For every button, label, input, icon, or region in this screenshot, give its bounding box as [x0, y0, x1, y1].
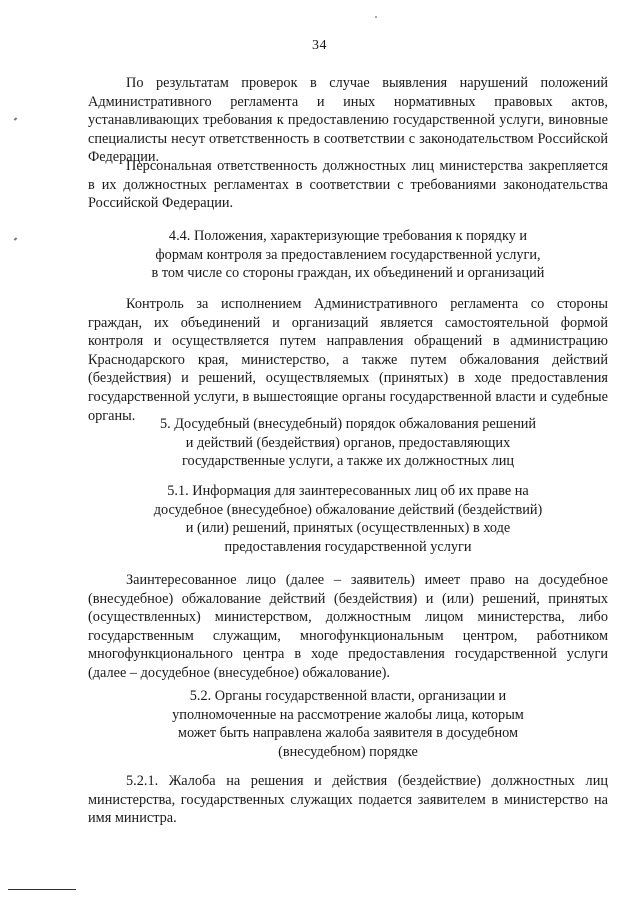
heading-line: 5.1. Информация для заинтересованных лиц об их праве на — [167, 483, 529, 499]
paragraph-personal-responsibility: Персональная ответственность должностных лиц министерства закрепляется в их должностных регламентах в соответствии с требованиями законодательства Российской Федерации. — [88, 158, 608, 212]
heading-line: 5.2. Органы государственной власти, организации и — [189, 688, 507, 704]
page-number: 34 — [312, 38, 327, 53]
footnote-rule — [8, 889, 76, 890]
heading-line: 4.4. Положения, характеризующие требования к порядку и — [168, 228, 528, 244]
scan-mark — [14, 237, 18, 240]
paragraph-appeal-right: Заинтересованное лицо (далее – заявитель) имеет право на досудебное (внесудебное) обжалование действий (бездействия) и (или) решений, принятых (осуществленных) министерством, должностным лицом министерства, либо государственным служащим, многофункциональным центром, работником многофункционального центра в ходе предоставления государственной услуги (далее – досудебное (внесудебное) обжалование). — [88, 572, 608, 681]
heading-line: досудебное (внесудебное) обжалование действий (бездействий) — [153, 501, 543, 518]
heading-line: государственные услуги, а также их должностных лиц — [181, 453, 515, 470]
heading-line: может быть направлена жалоба заявителя в досудебном — [177, 725, 519, 742]
paragraph-complaint-submission: 5.2.1. Жалоба на решения и действия (бездействие) должностных лиц министерства, государственных служащих подается заявителем в министерство на имя министра. — [88, 773, 608, 827]
heading-line: (внесудебном) порядке — [278, 743, 418, 760]
paragraph-citizen-control: Контроль за исполнением Административного регламента со стороны граждан, их объединений и организаций является самостоятельной формой контроля и осуществляется путем направления обращений в администрацию Краснодарского края, министерство, а также путем обжалования действий (бездействия) и решений, осуществляемых (принятых) в ходе предоставления государственной услуги, в вышестоящие органы государственной власти и судебные органы. — [88, 296, 608, 424]
scan-mark — [14, 117, 18, 120]
section-heading-5 — [88, 415, 608, 471]
section-heading-5-1 — [88, 482, 608, 556]
heading-line: и действий (бездействия) органов, предоставляющих — [185, 434, 511, 451]
heading-line: формам контроля за предоставлением государственной услуги, — [155, 246, 541, 263]
scan-speck — [375, 16, 377, 18]
heading-line: в том числе со стороны граждан, их объединений и организаций — [151, 265, 545, 282]
section-heading-4-4 — [88, 227, 608, 283]
paragraph-inspection-results: По результатам проверок в случае выявления нарушений положений Административного регламента и иных нормативных правовых актов, устанавливающих требования к предоставлению государственной услуги, виновные специалисты несут ответственность в соответствии с законодательством Российской Федерации. — [88, 75, 608, 166]
heading-line: предоставления государственной услуги — [224, 538, 472, 555]
heading-line: 5. Досудебный (внесудебный) порядок обжалования решений — [159, 416, 537, 432]
section-heading-5-2 — [88, 687, 608, 761]
heading-line: уполномоченные на рассмотрение жалобы лица, которым — [172, 706, 524, 723]
heading-line: и (или) решений, принятых (осуществленных) в ходе — [185, 520, 511, 537]
